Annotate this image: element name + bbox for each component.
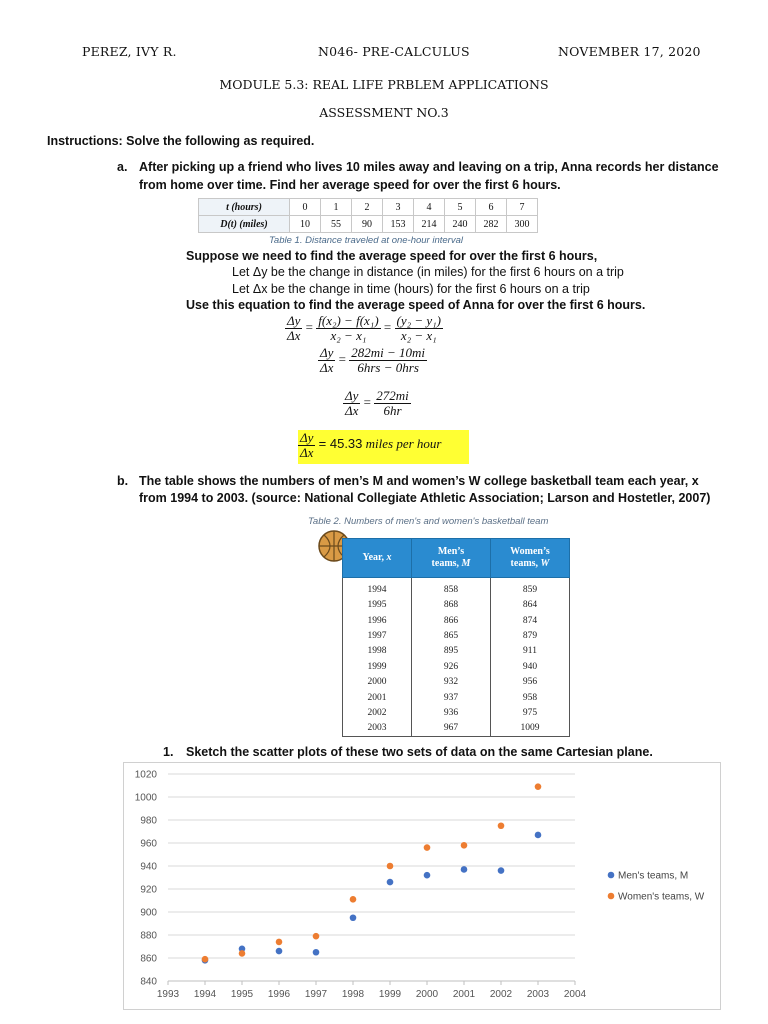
frac-num: 272mi <box>376 388 409 403</box>
frac-num: Δy <box>345 388 359 403</box>
frac-num: f(x₂) − f(x₁) <box>318 313 379 328</box>
y-tick-label: 1020 <box>134 769 157 781</box>
table-cell: 926 <box>412 659 491 674</box>
answer-unit: miles per hour <box>365 435 442 451</box>
x-tick-label: 1999 <box>378 989 402 1000</box>
d-label: D(t) (miles) <box>199 216 290 233</box>
distance-table <box>198 198 538 233</box>
x-tick-label: 1995 <box>230 989 254 1000</box>
x-tick-label: 2002 <box>489 989 513 1000</box>
women-point <box>276 939 283 946</box>
part-b-marker: b. <box>117 474 129 488</box>
y-tick-label: 840 <box>140 976 157 988</box>
part-a-line1: After picking up a friend who lives 10 miles away and leaving on a trip, Anna records her distance <box>139 160 719 174</box>
table-cell: 2001 <box>343 690 412 705</box>
x-tick-label: 1997 <box>304 989 328 1000</box>
women-point <box>239 950 246 957</box>
equation-step2: $\frac{\Delta y}{\Delta x}$ = $\frac{282mi - 10mi}{\text{6hrs − 0hrs}}$ <box>320 345 426 375</box>
table-row <box>199 199 538 216</box>
table-cell: 10 <box>290 216 321 233</box>
frac-den: Δx <box>345 403 359 418</box>
table-cell: 858 <box>412 578 491 598</box>
women-point <box>387 863 394 870</box>
table-cell: 895 <box>412 644 491 659</box>
table-cell: 932 <box>412 674 491 689</box>
y-tick-label: 960 <box>140 838 157 850</box>
table-cell: 937 <box>412 690 491 705</box>
col-women: Women’s teams, W <box>491 539 570 578</box>
col-men: Men’s teams, M <box>412 539 491 578</box>
x-tick-label: 2003 <box>526 989 550 1000</box>
men-point <box>498 867 505 874</box>
let-dx-text: Let Δx be the change in time (hours) for the first 6 hours on a trip <box>232 282 590 296</box>
x-tick-label: 2004 <box>563 989 587 1000</box>
table-cell: 7 <box>507 199 538 216</box>
legend-men-marker <box>608 872 615 879</box>
student-name: PEREZ, IVY R. <box>82 44 177 59</box>
table-row <box>343 628 570 643</box>
header-date: NOVEMBER 17, 2020 <box>558 44 701 59</box>
table-cell: 4 <box>414 199 445 216</box>
part-b-line1: The table shows the numbers of men’s M and women’s W college basketball team each year, x <box>139 474 699 488</box>
table2-caption: Table 2. Numbers of men's and women's basketball team <box>308 516 549 527</box>
table-cell: 0 <box>290 199 321 216</box>
frac-den: x₂ − x₁ <box>400 328 437 343</box>
table-cell: 1997 <box>343 628 412 643</box>
men-point <box>461 866 468 873</box>
table-cell: 874 <box>491 613 570 628</box>
table-cell: 1996 <box>343 613 412 628</box>
table-cell: 911 <box>491 644 570 659</box>
table-cell: 859 <box>491 578 570 598</box>
frac-num: 282mi − 10mi <box>351 345 426 360</box>
part-b-line2: from 1994 to 2003. (source: National Collegiate Athletic Association; Larson and Hostetler, 2007) <box>139 491 711 505</box>
women-point <box>202 956 209 963</box>
table-cell: 2 <box>352 199 383 216</box>
y-tick-label: 1000 <box>134 792 157 804</box>
chart-frame <box>124 763 721 1010</box>
frac-num: Δy <box>287 313 301 328</box>
table-cell: 5 <box>445 199 476 216</box>
table-cell: 240 <box>445 216 476 233</box>
x-tick-label: 1993 <box>156 989 180 1000</box>
table-cell: 2002 <box>343 705 412 720</box>
table-row <box>199 216 538 233</box>
table-cell: 958 <box>491 690 570 705</box>
women-point <box>535 783 542 790</box>
table-cell: 967 <box>412 721 491 737</box>
equation-step3: $\frac{\Delta y}{\Delta x}$ = $\frac{272mi}{6hr}$ <box>345 388 409 418</box>
part-a-marker: a. <box>117 160 128 174</box>
let-dy-text: Let Δy be the change in distance (in miles) for the first 6 hours on a trip <box>232 265 624 279</box>
table-cell: 1009 <box>491 721 570 737</box>
suppose-text: Suppose we need to find the average speed for over the first 6 hours, <box>186 249 598 263</box>
table-cell: 55 <box>321 216 352 233</box>
table-cell: 214 <box>414 216 445 233</box>
table-cell: 90 <box>352 216 383 233</box>
frac-den: 6hrs − 0hrs <box>357 360 419 375</box>
frac-num: (y₂ − y₁) <box>396 313 442 328</box>
legend-women-marker <box>608 893 615 900</box>
table-cell: 300 <box>507 216 538 233</box>
use-equation-text: Use this equation to find the average speed of Anna for over the first 6 hours. <box>186 298 646 312</box>
table-cell: 879 <box>491 628 570 643</box>
col-year: Year, x <box>343 539 412 578</box>
frac-den: Δx <box>300 445 314 460</box>
answer-highlight <box>298 430 469 464</box>
women-point <box>461 842 468 849</box>
frac-num: Δy <box>300 430 314 445</box>
table-cell: 940 <box>491 659 570 674</box>
table-row <box>343 598 570 613</box>
table1-caption: Table 1. Distance traveled at one-hour interval <box>269 235 463 246</box>
frac-den: Δx <box>287 328 301 343</box>
answer-value: = 45.33 <box>318 435 363 451</box>
table-cell: 956 <box>491 674 570 689</box>
table-cell: 1998 <box>343 644 412 659</box>
table-cell: 3 <box>383 199 414 216</box>
table-cell: 2003 <box>343 721 412 737</box>
table-cell: 6 <box>476 199 507 216</box>
table-row <box>343 674 570 689</box>
table-row <box>343 659 570 674</box>
x-tick-label: 1994 <box>193 989 217 1000</box>
men-point <box>276 948 283 955</box>
men-point <box>350 914 357 921</box>
frac-num: Δy <box>320 345 334 360</box>
instructions: Instructions: Solve the following as required. <box>47 134 315 148</box>
table-cell: 2000 <box>343 674 412 689</box>
table-cell: 864 <box>491 598 570 613</box>
table-cell: 866 <box>412 613 491 628</box>
y-tick-label: 900 <box>140 907 157 919</box>
men-point <box>387 879 394 886</box>
table-cell: 936 <box>412 705 491 720</box>
x-tick-label: 1998 <box>341 989 365 1000</box>
table-cell: 975 <box>491 705 570 720</box>
equation-general: $\frac{\Delta y}{\Delta x}$ = $\frac{\text{f(x₂) − f(x₁)}}{\text{x₂ − x₁}}$ = $\frac{\text{(y₂ − y₁)}}{\text{x₂ − x₁}}$ <box>287 313 442 343</box>
t-label: t (hours) <box>199 199 290 216</box>
women-point <box>424 844 431 851</box>
y-tick-label: 980 <box>140 815 157 827</box>
table-cell: 1995 <box>343 598 412 613</box>
table-cell: 1 <box>321 199 352 216</box>
table-cell: 282 <box>476 216 507 233</box>
scatter-chart <box>123 762 721 1010</box>
table-row <box>343 644 570 659</box>
module-title: MODULE 5.3: REAL LIFE PRBLEM APPLICATIONS <box>219 77 549 92</box>
assessment-title: ASSESSMENT NO.3 <box>319 105 449 120</box>
table-cell: 153 <box>383 216 414 233</box>
table-cell: 1999 <box>343 659 412 674</box>
table-row <box>343 578 570 598</box>
table-row <box>343 613 570 628</box>
legend-men-label: Men's teams, M <box>618 870 689 882</box>
table-row <box>343 721 570 737</box>
y-tick-label: 920 <box>140 884 157 896</box>
x-tick-label: 2000 <box>415 989 439 1000</box>
question-1-marker: 1. <box>163 745 174 759</box>
frac-den: x₂ − x₁ <box>330 328 367 343</box>
question-1-text: Sketch the scatter plots of these two sets of data on the same Cartesian plane. <box>186 745 653 759</box>
x-tick-label: 2001 <box>452 989 476 1000</box>
table-cell: 1994 <box>343 578 412 598</box>
table-row <box>343 690 570 705</box>
frac-den: 6hr <box>383 403 402 418</box>
basketball-table <box>342 538 570 737</box>
women-point <box>350 896 357 903</box>
women-point <box>498 822 505 829</box>
table-header-row <box>343 539 570 578</box>
frac-den: Δx <box>320 360 334 375</box>
y-tick-label: 940 <box>140 861 157 873</box>
table-cell: 868 <box>412 598 491 613</box>
part-a-line2: from home over time. Find her average speed for over the first 6 hours. <box>139 178 561 192</box>
table-cell: 865 <box>412 628 491 643</box>
table-row <box>343 705 570 720</box>
x-tick-label: 1996 <box>267 989 291 1000</box>
y-tick-label: 880 <box>140 930 157 942</box>
men-point <box>424 872 431 879</box>
men-point <box>313 949 320 956</box>
men-point <box>535 832 542 839</box>
course-code: N046- PRE-CALCULUS <box>318 44 470 59</box>
y-tick-label: 860 <box>140 953 157 965</box>
women-point <box>313 933 320 940</box>
legend-women-label: Women's teams, W <box>618 891 705 903</box>
